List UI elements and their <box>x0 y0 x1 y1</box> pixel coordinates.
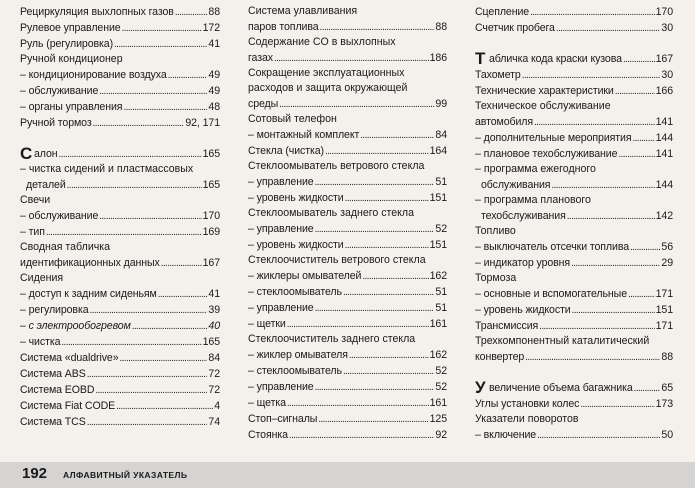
index-entry: среды . . . 99 <box>248 96 447 112</box>
index-entry: идентификационных данных . . . 167 <box>20 255 220 271</box>
index-entry: Счетчик пробега . . . 30 <box>475 20 673 36</box>
section-letter: У <box>475 378 485 397</box>
index-heading: расходов и защита окружающей <box>248 82 408 94</box>
index-subheading: – программа планового <box>475 194 591 206</box>
index-subentry: обслуживания . . . 144 <box>475 177 673 193</box>
index-subentry: – уровень жидкости . . . 151 <box>248 190 447 206</box>
letter-section-entry: Салон . . . 165 <box>20 146 220 162</box>
index-heading: Техническое обслуживание <box>475 100 611 112</box>
index-entry: паров топлива . . . 88 <box>248 19 447 35</box>
letter-section-entry: Табличка кода краски кузова . . . 167 <box>475 51 673 67</box>
index-subentry: – тип . . . 169 <box>20 224 220 240</box>
index-heading: Стеклоомыватель ветрового стекла <box>248 160 425 172</box>
index-subentry: – щетки . . . 161 <box>248 316 447 332</box>
index-subentry: – индикатор уровня . . . 29 <box>475 255 673 271</box>
index-subheading: – чистка сидений и пластмассовых <box>20 163 194 175</box>
index-entry: Система ABS . . . 72 <box>20 366 220 382</box>
index-entry: Стоп–сигналы . . . 125 <box>248 411 447 427</box>
index-heading: Указатели поворотов <box>475 413 579 425</box>
index-entry: Система «dualdrive» . . . 84 <box>20 350 220 366</box>
index-subentry: – органы управления . . . 48 <box>20 99 220 115</box>
index-subentry: – выключатель отсечки топлива . . . 56 <box>475 239 673 255</box>
index-subentry: – дополнительные мероприятия . . . 144 <box>475 130 673 146</box>
index-subentry: – доступ к задним сиденьям . . . 41 <box>20 286 220 302</box>
index-subentry: – регулировка . . . 39 <box>20 302 220 318</box>
index-entry: конвертер . . . 88 <box>475 349 673 365</box>
index-heading: Сидения <box>20 272 64 284</box>
index-entry: Рециркуляция выхлопных газов . . . 88 <box>20 4 220 20</box>
index-subentry: – управление . . . 51 <box>248 300 447 316</box>
index-heading: Стеклоочиститель заднего стекла <box>248 333 416 345</box>
index-heading: Сокращение эксплуатационных <box>248 67 405 79</box>
index-subentry: – управление . . . 51 <box>248 174 447 190</box>
index-subentry: – чистка . . . 165 <box>20 334 220 350</box>
section-letter: С <box>20 144 32 163</box>
section-title: АЛФАВИТНЫЙ УКАЗАТЕЛЬ <box>63 470 188 480</box>
index-heading: Свечи <box>20 194 51 206</box>
index-heading: Сводная табличка <box>20 241 111 253</box>
index-heading: Тормоза <box>475 272 517 284</box>
index-subentry: – монтажный комплект . . . 84 <box>248 127 447 143</box>
index-entry: Трансмиссия . . . 171 <box>475 318 673 334</box>
index-subentry: – уровень жидкости . . . 151 <box>475 302 673 318</box>
index-entry: Система EOBD . . . 72 <box>20 382 220 398</box>
index-subheading: – программа ежегодного <box>475 163 596 175</box>
index-subentry: – основные и вспомогательные . . . 171 <box>475 286 673 302</box>
index-entry: Сцепление . . . 170 <box>475 4 673 20</box>
index-column-2 <box>248 4 447 443</box>
index-entry: автомобиля . . . 141 <box>475 114 673 130</box>
index-column-1 <box>20 4 220 430</box>
index-entry: газах . . . 186 <box>248 50 447 66</box>
index-entry: Руль (регулировка) . . . 41 <box>20 36 220 52</box>
index-subentry: – включение . . . 50 <box>475 427 673 443</box>
index-subentry: – с электрообогревом . . . 40 <box>20 318 220 334</box>
index-subentry: – уровень жидкости . . . 151 <box>248 237 447 253</box>
index-heading: Система улавливания <box>248 5 358 17</box>
index-entry: Тахометр . . . 30 <box>475 67 673 83</box>
index-subentry: – управление . . . 52 <box>248 379 447 395</box>
index-entry: Система TCS . . . 74 <box>20 414 220 430</box>
index-entry: Углы установки колес . . . 173 <box>475 396 673 412</box>
index-subentry: – управление . . . 52 <box>248 221 447 237</box>
index-heading: Стеклоочиститель ветрового стекла <box>248 254 426 266</box>
letter-section-entry: Увеличение объема багажника . . . 65 <box>475 380 673 396</box>
index-subentry: – щетка . . . 161 <box>248 395 447 411</box>
index-subentry: – стеклоомыватель . . . 52 <box>248 363 447 379</box>
index-subentry: – стеклоомыватель . . . 51 <box>248 284 447 300</box>
index-subentry: техобслуживания . . . 142 <box>475 208 673 224</box>
index-subentry: – обслуживание . . . 49 <box>20 83 220 99</box>
index-entry: Технические характеристики . . . 166 <box>475 83 673 99</box>
index-heading: Трехкомпонентный каталитический <box>475 335 650 347</box>
index-heading: Сотовый телефон <box>248 113 337 125</box>
index-subentry: – кондиционирование воздуха . . . 49 <box>20 67 220 83</box>
index-heading: Содержание CO в выхлопных <box>248 36 396 48</box>
index-entry: Рулевое управление . . . 172 <box>20 20 220 36</box>
index-entry: Система Fiat CODE . . . 4 <box>20 398 220 414</box>
index-subentry: – плановое техобслуживание . . . 141 <box>475 146 673 162</box>
index-subentry: – жиклеры омывателей . . . 162 <box>248 268 447 284</box>
index-heading: Стеклоомыватель заднего стекла <box>248 207 414 219</box>
index-subentry: – жиклер омывателя . . . 162 <box>248 347 447 363</box>
index-subentry: – обслуживание . . . 170 <box>20 208 220 224</box>
page-number: 192 <box>22 465 48 482</box>
index-heading: Топливо <box>475 225 516 237</box>
section-letter: Т <box>475 49 485 68</box>
index-column-3 <box>475 4 673 443</box>
index-entry: Стекла (чистка) . . . 164 <box>248 143 447 159</box>
index-heading: Ручной кондиционер <box>20 53 123 65</box>
index-entry: Ручной тормоз . . . 92, 171 <box>20 115 220 131</box>
index-subentry: деталей . . . 165 <box>20 177 220 193</box>
index-entry: Стоянка . . . 92 <box>248 427 447 443</box>
page-footer <box>0 462 695 488</box>
